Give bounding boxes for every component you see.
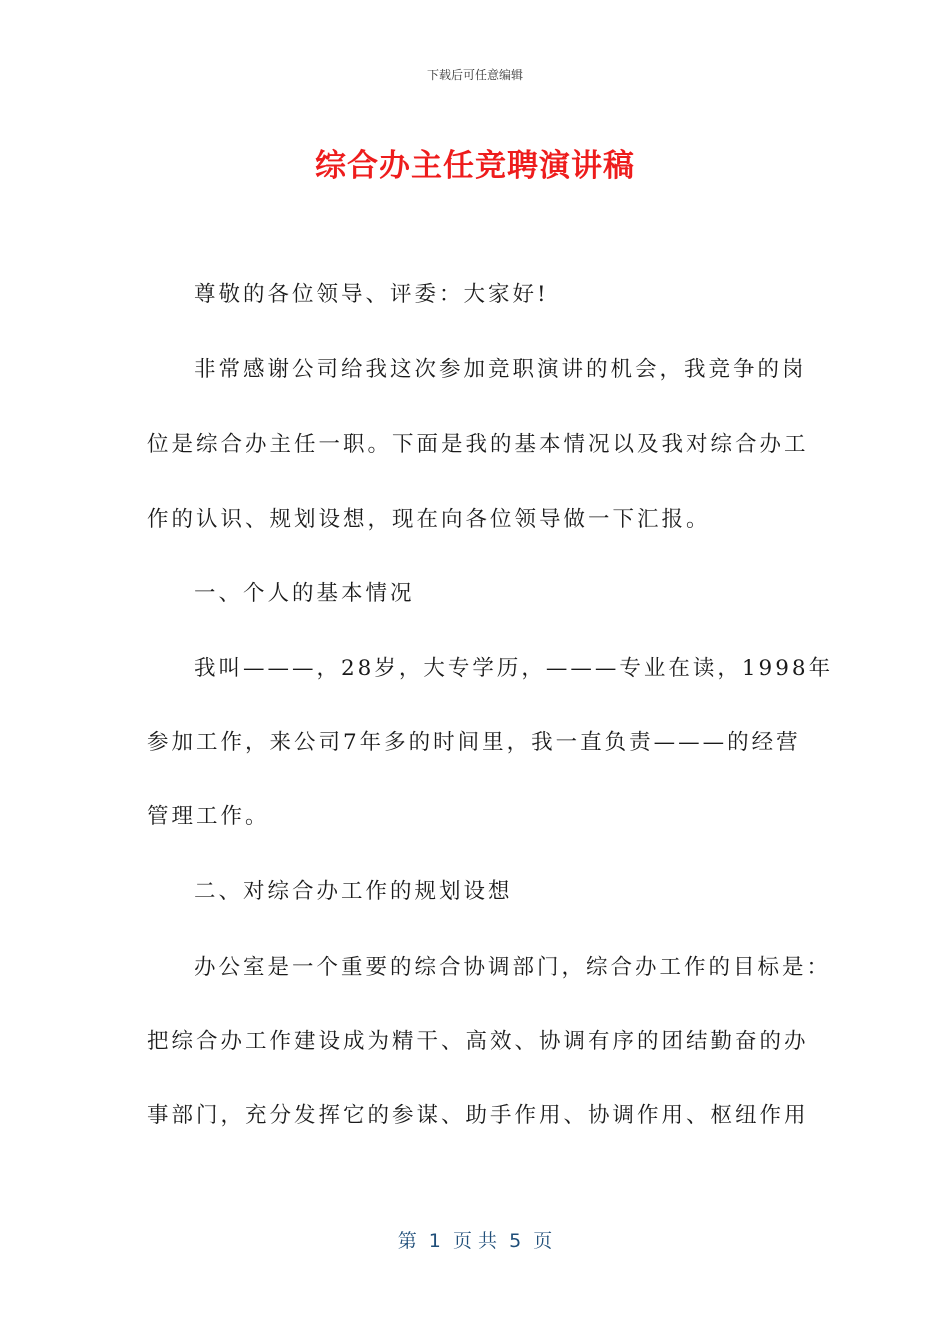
- paragraph-line: 参加工作，来公司7年多的时间里，我一直负责———的经营: [147, 730, 801, 755]
- paragraph-line: 管理工作。: [147, 804, 270, 829]
- page-number-footer: 第 1 页 共 5 页: [397, 1230, 553, 1252]
- paragraph-line: 办公室是一个重要的综合协调部门，综合办工作的目标是：: [194, 955, 832, 980]
- paragraph-line: 我叫———，28岁，大专学历，———专业在读，1998年: [194, 656, 834, 681]
- paragraph-line: 把综合办工作建设成为精干、高效、协调有序的团结勤奋的办: [147, 1029, 809, 1054]
- paragraph-line: 尊敬的各位领导、评委：大家好!: [194, 282, 549, 307]
- section-heading: 二、对综合办工作的规划设想: [194, 879, 513, 904]
- section-heading: 一、个人的基本情况: [194, 581, 415, 606]
- paragraph-line: 事部门，充分发挥它的参谋、助手作用、协调作用、枢纽作用: [147, 1103, 809, 1128]
- paragraph-line: 非常感谢公司给我这次参加竞职演讲的机会，我竞争的岗: [194, 357, 807, 382]
- paragraph-line: 作的认识、规划设想，现在向各位领导做一下汇报。: [147, 507, 711, 532]
- document-title: 综合办主任竞聘演讲稿: [315, 148, 635, 184]
- header-note: 下载后可任意编辑: [426, 68, 523, 82]
- paragraph-line: 位是综合办主任一职。下面是我的基本情况以及我对综合办工: [147, 432, 809, 457]
